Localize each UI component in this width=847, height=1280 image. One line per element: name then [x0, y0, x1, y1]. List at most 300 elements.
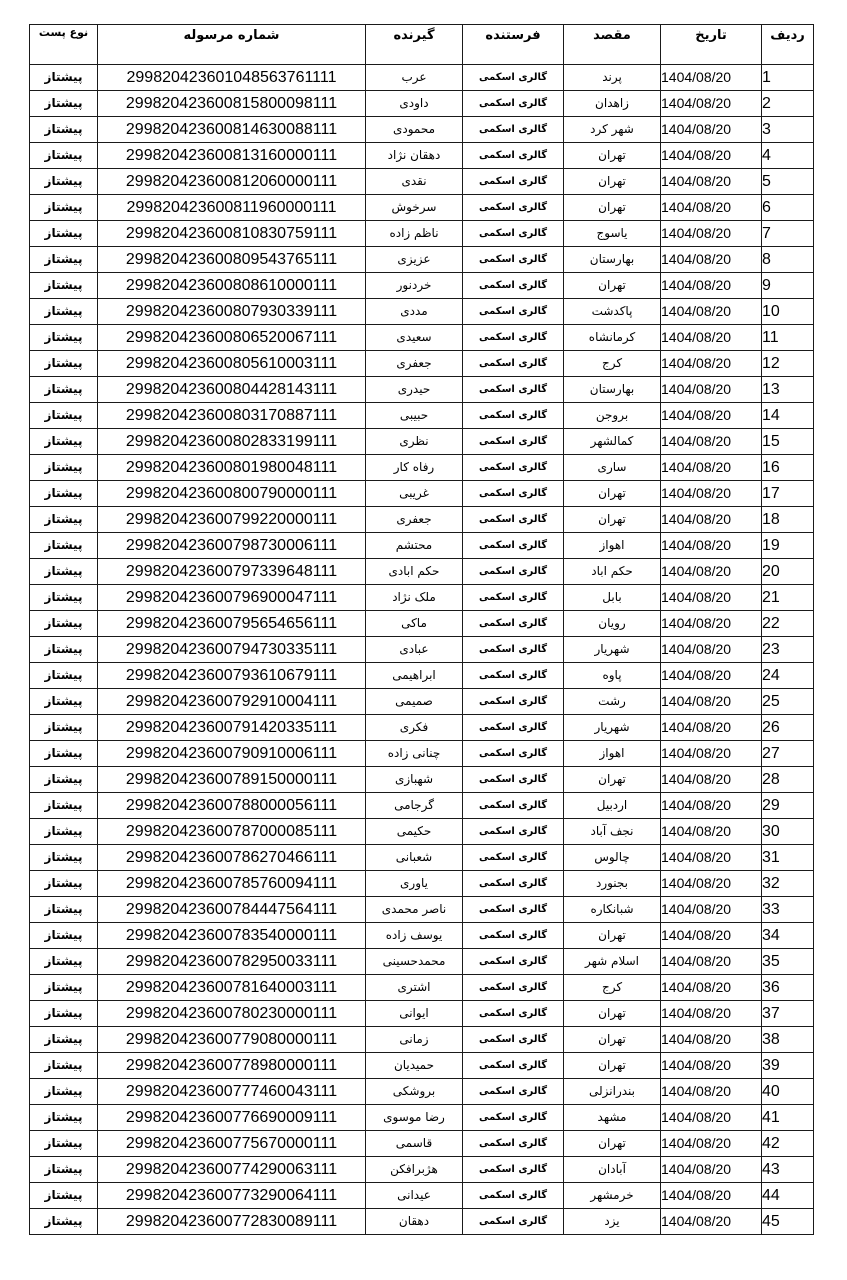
row-number-cell: 21 [762, 585, 814, 611]
sender-cell: گالری اسکمی [463, 1183, 564, 1209]
tracking-number-cell: 299820423600795654656111 [98, 611, 366, 637]
table-row [30, 845, 814, 871]
receiver-cell: حکیمی [366, 819, 463, 845]
date-cell: 1404/08/20 [661, 403, 762, 429]
tracking-number-cell: 299820423601048563761111 [98, 65, 366, 91]
date-cell: 1404/08/20 [661, 65, 762, 91]
sender-cell: گالری اسکمی [463, 793, 564, 819]
receiver-cell: قاسمی [366, 1131, 463, 1157]
sender-cell: گالری اسکمی [463, 533, 564, 559]
row-number-cell: 16 [762, 455, 814, 481]
sender-cell: گالری اسکمی [463, 923, 564, 949]
header-post-type: نوع پست [30, 25, 98, 65]
row-number-cell: 41 [762, 1105, 814, 1131]
date-cell: 1404/08/20 [661, 1183, 762, 1209]
row-number-cell: 20 [762, 559, 814, 585]
row-number-cell: 44 [762, 1183, 814, 1209]
date-cell: 1404/08/20 [661, 481, 762, 507]
receiver-cell: جعفری [366, 507, 463, 533]
row-number-cell: 35 [762, 949, 814, 975]
tracking-number-cell: 299820423600804428143111 [98, 377, 366, 403]
receiver-cell: محتشم [366, 533, 463, 559]
receiver-cell: بروشکی [366, 1079, 463, 1105]
sender-cell: گالری اسکمی [463, 169, 564, 195]
post-type-cell: پیشتاز [30, 247, 98, 273]
table-row [30, 1079, 814, 1105]
tracking-number-cell: 299820423600803170887111 [98, 403, 366, 429]
receiver-cell: چنانی زاده [366, 741, 463, 767]
destination-cell: تهران [564, 273, 661, 299]
row-number-cell: 14 [762, 403, 814, 429]
post-type-cell: پیشتاز [30, 871, 98, 897]
header-destination: مقصد [564, 25, 661, 65]
date-cell: 1404/08/20 [661, 611, 762, 637]
destination-cell: یزد [564, 1209, 661, 1235]
row-number-cell: 24 [762, 663, 814, 689]
sender-cell: گالری اسکمی [463, 637, 564, 663]
tracking-number-cell: 299820423600780230000111 [98, 1001, 366, 1027]
date-cell: 1404/08/20 [661, 1209, 762, 1235]
post-type-cell: پیشتاز [30, 1079, 98, 1105]
sender-cell: گالری اسکمی [463, 715, 564, 741]
sender-cell: گالری اسکمی [463, 1027, 564, 1053]
tracking-number-cell: 299820423600779080000111 [98, 1027, 366, 1053]
sender-cell: گالری اسکمی [463, 1131, 564, 1157]
table-row [30, 663, 814, 689]
table-row [30, 481, 814, 507]
tracking-number-cell: 299820423600799220000111 [98, 507, 366, 533]
post-type-cell: پیشتاز [30, 377, 98, 403]
destination-cell: بهارستان [564, 377, 661, 403]
post-type-cell: پیشتاز [30, 1053, 98, 1079]
destination-cell: پرند [564, 65, 661, 91]
post-type-cell: پیشتاز [30, 793, 98, 819]
table-row [30, 585, 814, 611]
receiver-cell: مددی [366, 299, 463, 325]
tracking-number-cell: 299820423600810830759111 [98, 221, 366, 247]
row-number-cell: 4 [762, 143, 814, 169]
table-row [30, 351, 814, 377]
post-type-cell: پیشتاز [30, 221, 98, 247]
destination-cell: بروجن [564, 403, 661, 429]
header-sender: فرستنده [463, 25, 564, 65]
table-row [30, 91, 814, 117]
table-header [30, 25, 814, 65]
post-type-cell: پیشتاز [30, 949, 98, 975]
table-row [30, 715, 814, 741]
receiver-cell: محمودی [366, 117, 463, 143]
tracking-number-cell: 299820423600777460043111 [98, 1079, 366, 1105]
row-number-cell: 3 [762, 117, 814, 143]
header-row [30, 25, 814, 65]
date-cell: 1404/08/20 [661, 949, 762, 975]
table-row [30, 429, 814, 455]
date-cell: 1404/08/20 [661, 975, 762, 1001]
tracking-number-cell: 299820423600807930339111 [98, 299, 366, 325]
post-type-cell: پیشتاز [30, 533, 98, 559]
post-type-cell: پیشتاز [30, 689, 98, 715]
post-type-cell: پیشتاز [30, 429, 98, 455]
date-cell: 1404/08/20 [661, 689, 762, 715]
post-type-cell: پیشتاز [30, 195, 98, 221]
post-type-cell: پیشتاز [30, 1131, 98, 1157]
row-number-cell: 18 [762, 507, 814, 533]
table-row [30, 767, 814, 793]
receiver-cell: ملک نژاد [366, 585, 463, 611]
post-type-cell: پیشتاز [30, 65, 98, 91]
sender-cell: گالری اسکمی [463, 975, 564, 1001]
table-row [30, 273, 814, 299]
date-cell: 1404/08/20 [661, 637, 762, 663]
row-number-cell: 39 [762, 1053, 814, 1079]
receiver-cell: نظری [366, 429, 463, 455]
tracking-number-cell: 299820423600808610000111 [98, 273, 366, 299]
post-type-cell: پیشتاز [30, 897, 98, 923]
table-row [30, 1105, 814, 1131]
date-cell: 1404/08/20 [661, 1105, 762, 1131]
tracking-number-cell: 299820423600793610679111 [98, 663, 366, 689]
table-row [30, 871, 814, 897]
date-cell: 1404/08/20 [661, 923, 762, 949]
date-cell: 1404/08/20 [661, 377, 762, 403]
receiver-cell: سعیدی [366, 325, 463, 351]
destination-cell: بندرانزلی [564, 1079, 661, 1105]
row-number-cell: 31 [762, 845, 814, 871]
row-number-cell: 9 [762, 273, 814, 299]
tracking-number-cell: 299820423600802833199111 [98, 429, 366, 455]
receiver-cell: محمدحسینی [366, 949, 463, 975]
sender-cell: گالری اسکمی [463, 897, 564, 923]
sender-cell: گالری اسکمی [463, 871, 564, 897]
date-cell: 1404/08/20 [661, 429, 762, 455]
post-type-cell: پیشتاز [30, 1105, 98, 1131]
destination-cell: شبانکاره [564, 897, 661, 923]
header-receiver: گیرنده [366, 25, 463, 65]
destination-cell: خرمشهر [564, 1183, 661, 1209]
receiver-cell: گرجامی [366, 793, 463, 819]
tracking-number-cell: 299820423600784447564111 [98, 897, 366, 923]
post-type-cell: پیشتاز [30, 455, 98, 481]
post-type-cell: پیشتاز [30, 91, 98, 117]
row-number-cell: 27 [762, 741, 814, 767]
date-cell: 1404/08/20 [661, 299, 762, 325]
tracking-number-cell: 299820423600772830089111 [98, 1209, 366, 1235]
receiver-cell: ایوانی [366, 1001, 463, 1027]
table-row [30, 923, 814, 949]
receiver-cell: رفاه کار [366, 455, 463, 481]
row-number-cell: 7 [762, 221, 814, 247]
receiver-cell: ابراهیمی [366, 663, 463, 689]
post-type-cell: پیشتاز [30, 117, 98, 143]
sender-cell: گالری اسکمی [463, 1053, 564, 1079]
sender-cell: گالری اسکمی [463, 65, 564, 91]
post-type-cell: پیشتاز [30, 585, 98, 611]
row-number-cell: 28 [762, 767, 814, 793]
destination-cell: کمالشهر [564, 429, 661, 455]
tracking-number-cell: 299820423600790910006111 [98, 741, 366, 767]
date-cell: 1404/08/20 [661, 715, 762, 741]
destination-cell: بجنورد [564, 871, 661, 897]
destination-cell: تهران [564, 923, 661, 949]
post-type-cell: پیشتاز [30, 273, 98, 299]
destination-cell: تهران [564, 143, 661, 169]
sender-cell: گالری اسکمی [463, 845, 564, 871]
post-type-cell: پیشتاز [30, 741, 98, 767]
destination-cell: کرج [564, 975, 661, 1001]
post-type-cell: پیشتاز [30, 1001, 98, 1027]
row-number-cell: 25 [762, 689, 814, 715]
table-row [30, 1027, 814, 1053]
date-cell: 1404/08/20 [661, 767, 762, 793]
receiver-cell: جعفری [366, 351, 463, 377]
table-row [30, 819, 814, 845]
post-type-cell: پیشتاز [30, 819, 98, 845]
sender-cell: گالری اسکمی [463, 273, 564, 299]
date-cell: 1404/08/20 [661, 195, 762, 221]
receiver-cell: سرخوش [366, 195, 463, 221]
post-type-cell: پیشتاز [30, 767, 98, 793]
tracking-number-cell: 299820423600786270466111 [98, 845, 366, 871]
receiver-cell: عیدانی [366, 1183, 463, 1209]
receiver-cell: یوسف زاده [366, 923, 463, 949]
table-row [30, 1157, 814, 1183]
receiver-cell: صمیمی [366, 689, 463, 715]
receiver-cell: فکری [366, 715, 463, 741]
sender-cell: گالری اسکمی [463, 143, 564, 169]
row-number-cell: 36 [762, 975, 814, 1001]
receiver-cell: نقدی [366, 169, 463, 195]
date-cell: 1404/08/20 [661, 143, 762, 169]
date-cell: 1404/08/20 [661, 897, 762, 923]
table-row [30, 507, 814, 533]
destination-cell: تهران [564, 169, 661, 195]
row-number-cell: 8 [762, 247, 814, 273]
destination-cell: تهران [564, 1053, 661, 1079]
receiver-cell: دهقان [366, 1209, 463, 1235]
receiver-cell: ناظم زاده [366, 221, 463, 247]
receiver-cell: زمانی [366, 1027, 463, 1053]
destination-cell: آبادان [564, 1157, 661, 1183]
post-type-cell: پیشتاز [30, 143, 98, 169]
row-number-cell: 32 [762, 871, 814, 897]
sender-cell: گالری اسکمی [463, 741, 564, 767]
receiver-cell: عرب [366, 65, 463, 91]
destination-cell: تهران [564, 195, 661, 221]
row-number-cell: 22 [762, 611, 814, 637]
table-row [30, 65, 814, 91]
row-number-cell: 6 [762, 195, 814, 221]
row-number-cell: 2 [762, 91, 814, 117]
receiver-cell: غریبی [366, 481, 463, 507]
row-number-cell: 10 [762, 299, 814, 325]
table-row [30, 637, 814, 663]
tracking-number-cell: 299820423600801980048111 [98, 455, 366, 481]
date-cell: 1404/08/20 [661, 247, 762, 273]
sender-cell: گالری اسکمی [463, 481, 564, 507]
receiver-cell: هژبرافکن [366, 1157, 463, 1183]
date-cell: 1404/08/20 [661, 1027, 762, 1053]
row-number-cell: 15 [762, 429, 814, 455]
header-tracking-number: شماره مرسوله [98, 25, 366, 65]
sender-cell: گالری اسکمی [463, 689, 564, 715]
tracking-number-cell: 299820423600782950033111 [98, 949, 366, 975]
row-number-cell: 37 [762, 1001, 814, 1027]
date-cell: 1404/08/20 [661, 1157, 762, 1183]
date-cell: 1404/08/20 [661, 507, 762, 533]
table-row [30, 689, 814, 715]
sender-cell: گالری اسکمی [463, 507, 564, 533]
destination-cell: تهران [564, 507, 661, 533]
row-number-cell: 17 [762, 481, 814, 507]
row-number-cell: 45 [762, 1209, 814, 1235]
post-type-cell: پیشتاز [30, 481, 98, 507]
row-number-cell: 43 [762, 1157, 814, 1183]
row-number-cell: 19 [762, 533, 814, 559]
date-cell: 1404/08/20 [661, 1001, 762, 1027]
row-number-cell: 12 [762, 351, 814, 377]
table-row [30, 195, 814, 221]
row-number-cell: 34 [762, 923, 814, 949]
date-cell: 1404/08/20 [661, 169, 762, 195]
sender-cell: گالری اسکمی [463, 91, 564, 117]
destination-cell: شهریار [564, 637, 661, 663]
date-cell: 1404/08/20 [661, 741, 762, 767]
destination-cell: زاهدان [564, 91, 661, 117]
shipment-table [29, 24, 814, 1235]
tracking-number-cell: 299820423600791420335111 [98, 715, 366, 741]
post-type-cell: پیشتاز [30, 1157, 98, 1183]
table-row [30, 1053, 814, 1079]
row-number-cell: 29 [762, 793, 814, 819]
sender-cell: گالری اسکمی [463, 299, 564, 325]
post-type-cell: پیشتاز [30, 715, 98, 741]
tracking-number-cell: 299820423600806520067111 [98, 325, 366, 351]
date-cell: 1404/08/20 [661, 585, 762, 611]
date-cell: 1404/08/20 [661, 117, 762, 143]
table-row [30, 247, 814, 273]
receiver-cell: حمیدیان [366, 1053, 463, 1079]
date-cell: 1404/08/20 [661, 1053, 762, 1079]
row-number-cell: 40 [762, 1079, 814, 1105]
tracking-number-cell: 299820423600805610003111 [98, 351, 366, 377]
destination-cell: اسلام شهر [564, 949, 661, 975]
tracking-number-cell: 299820423600778980000111 [98, 1053, 366, 1079]
date-cell: 1404/08/20 [661, 559, 762, 585]
post-type-cell: پیشتاز [30, 299, 98, 325]
tracking-number-cell: 299820423600812060000111 [98, 169, 366, 195]
table-row [30, 559, 814, 585]
table-row [30, 1131, 814, 1157]
row-number-cell: 42 [762, 1131, 814, 1157]
receiver-cell: حبیبی [366, 403, 463, 429]
receiver-cell: شهبازی [366, 767, 463, 793]
table-row [30, 299, 814, 325]
destination-cell: کرمانشاه [564, 325, 661, 351]
sender-cell: گالری اسکمی [463, 1105, 564, 1131]
table-row [30, 377, 814, 403]
receiver-cell: دهقان نژاد [366, 143, 463, 169]
sender-cell: گالری اسکمی [463, 767, 564, 793]
date-cell: 1404/08/20 [661, 1131, 762, 1157]
date-cell: 1404/08/20 [661, 455, 762, 481]
receiver-cell: ناصر محمدی [366, 897, 463, 923]
date-cell: 1404/08/20 [661, 1079, 762, 1105]
table-row [30, 975, 814, 1001]
destination-cell: اهواز [564, 741, 661, 767]
tracking-number-cell: 299820423600814630088111 [98, 117, 366, 143]
receiver-cell: ماکی [366, 611, 463, 637]
destination-cell: نجف آباد [564, 819, 661, 845]
sender-cell: گالری اسکمی [463, 221, 564, 247]
table-body [30, 65, 814, 1235]
date-cell: 1404/08/20 [661, 819, 762, 845]
tracking-number-cell: 299820423600811960000111 [98, 195, 366, 221]
post-type-cell: پیشتاز [30, 611, 98, 637]
sender-cell: گالری اسکمی [463, 117, 564, 143]
tracking-number-cell: 299820423600796900047111 [98, 585, 366, 611]
sender-cell: گالری اسکمی [463, 247, 564, 273]
date-cell: 1404/08/20 [661, 663, 762, 689]
destination-cell: تهران [564, 481, 661, 507]
sender-cell: گالری اسکمی [463, 585, 564, 611]
destination-cell: شهریار [564, 715, 661, 741]
table-row [30, 897, 814, 923]
row-number-cell: 1 [762, 65, 814, 91]
date-cell: 1404/08/20 [661, 871, 762, 897]
destination-cell: پاکدشت [564, 299, 661, 325]
tracking-number-cell: 299820423600788000056111 [98, 793, 366, 819]
post-type-cell: پیشتاز [30, 1027, 98, 1053]
table-row [30, 143, 814, 169]
sender-cell: گالری اسکمی [463, 403, 564, 429]
table-row [30, 793, 814, 819]
post-type-cell: پیشتاز [30, 559, 98, 585]
destination-cell: پاوه [564, 663, 661, 689]
post-type-cell: پیشتاز [30, 1183, 98, 1209]
post-type-cell: پیشتاز [30, 923, 98, 949]
tracking-number-cell: 299820423600794730335111 [98, 637, 366, 663]
date-cell: 1404/08/20 [661, 533, 762, 559]
destination-cell: مشهد [564, 1105, 661, 1131]
tracking-number-cell: 299820423600797339648111 [98, 559, 366, 585]
destination-cell: تهران [564, 767, 661, 793]
post-type-cell: پیشتاز [30, 845, 98, 871]
post-type-cell: پیشتاز [30, 975, 98, 1001]
sender-cell: گالری اسکمی [463, 611, 564, 637]
tracking-number-cell: 299820423600815800098111 [98, 91, 366, 117]
date-cell: 1404/08/20 [661, 793, 762, 819]
destination-cell: تهران [564, 1027, 661, 1053]
tracking-number-cell: 299820423600798730006111 [98, 533, 366, 559]
tracking-number-cell: 299820423600813160000111 [98, 143, 366, 169]
receiver-cell: عبادی [366, 637, 463, 663]
row-number-cell: 30 [762, 819, 814, 845]
sender-cell: گالری اسکمی [463, 1209, 564, 1235]
table-row [30, 117, 814, 143]
destination-cell: کرج [564, 351, 661, 377]
row-number-cell: 11 [762, 325, 814, 351]
date-cell: 1404/08/20 [661, 273, 762, 299]
table-row [30, 325, 814, 351]
destination-cell: رویان [564, 611, 661, 637]
date-cell: 1404/08/20 [661, 91, 762, 117]
sender-cell: گالری اسکمی [463, 429, 564, 455]
post-type-cell: پیشتاز [30, 637, 98, 663]
receiver-cell: شعبانی [366, 845, 463, 871]
receiver-cell: عزیزی [366, 247, 463, 273]
post-type-cell: پیشتاز [30, 507, 98, 533]
sender-cell: گالری اسکمی [463, 351, 564, 377]
